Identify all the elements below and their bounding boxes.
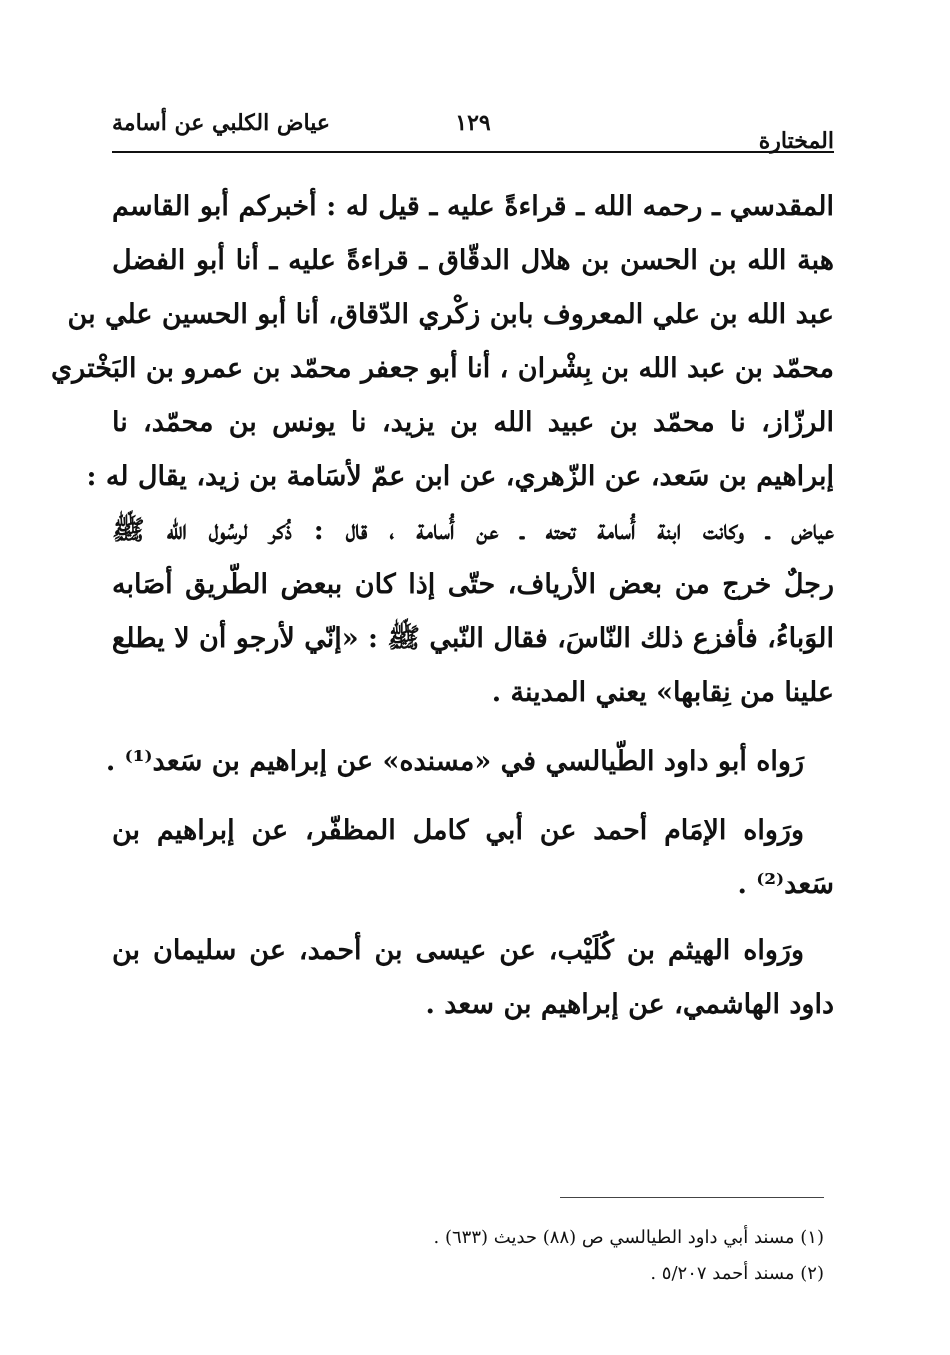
paragraph-haytham-line1: ورَواه الهيثم بن كُلَيْب، عن عيسى بن أحمد، عن سليمان بن [112,935,804,966]
header-section-title: عياض الكلبي عن أسامة [112,110,330,136]
footnotes [300,1220,824,1292]
footnote-divider [560,1197,824,1198]
paragraph-ahmad-line2: سَعد⁽²⁾ . [737,869,834,900]
text-line: هبة الله بن الحسن بن هلال الدقّاق ـ قراءةً عليه ـ أنا أبو الفضل [112,245,834,276]
paragraph-ahmad-line1: ورَواه الإمَام أحمد عن أبي كامل المظفّر، عن إبراهيم بن [112,815,804,846]
text-line: علينا من نِقابها» يعني المدينة . [491,677,834,708]
text-line: الرزّاز، نا محمّد بن عبيد الله بن يزيد، نا يونس بن محمّد، نا [112,407,834,438]
footnote-1: (١) مسند أبي داود الطيالسي ص (٨٨) حديث (٦٣٣) . [433,1227,824,1248]
header-book-title: المختارة [758,128,834,154]
page-number: ١٢٩ [455,110,491,136]
text-line: عبد الله بن علي المعروف بابن زكْري الدّقاق، أنا أبو الحسين علي بن [67,299,834,330]
text-line: رجلٌ خرج من بعض الأرياف، حتّى إذا كان ببعض الطّريق أصَابه [112,569,834,600]
footnote-2: (٢) مسند أحمد ٥/٢٠٧ . [650,1263,824,1284]
paragraph-haytham-line2: داود الهاشمي، عن إبراهيم بن سعد . [425,989,834,1020]
text-line: إبراهيم بن سَعد، عن الزّهري، عن ابن عمّ لأسَامة بن زيد، يقال له : [86,461,834,492]
text-line: المقدسي ـ رحمه الله ـ قراءةً عليه ـ قيل له : أخبركم أبو القاسم [112,191,834,222]
main-text [51,180,834,1032]
text-line: الوَباءُ، فأفزع ذلك النّاسَ، فقال النّبي ﷺ : «إنّي لأرجو أن لا يطلع [111,623,834,654]
running-header [112,110,834,154]
text-line: محمّد بن عبد الله بن بِشْران ، أنا أبو جعفر محمّد بن عمرو بن البَخْتري [51,353,834,384]
text-line: عياض ـ وكانت ابنة أُسامة تحته ـ عن أُسامة ، قال : ذُكر لرسُول الله ﷺ [112,515,834,546]
header-divider [112,151,834,153]
paragraph-abu-dawud: رَواه أبو داود الطّيالسي في «مسنده» عن إبراهيم بن سَعد⁽¹⁾ . [105,746,804,777]
